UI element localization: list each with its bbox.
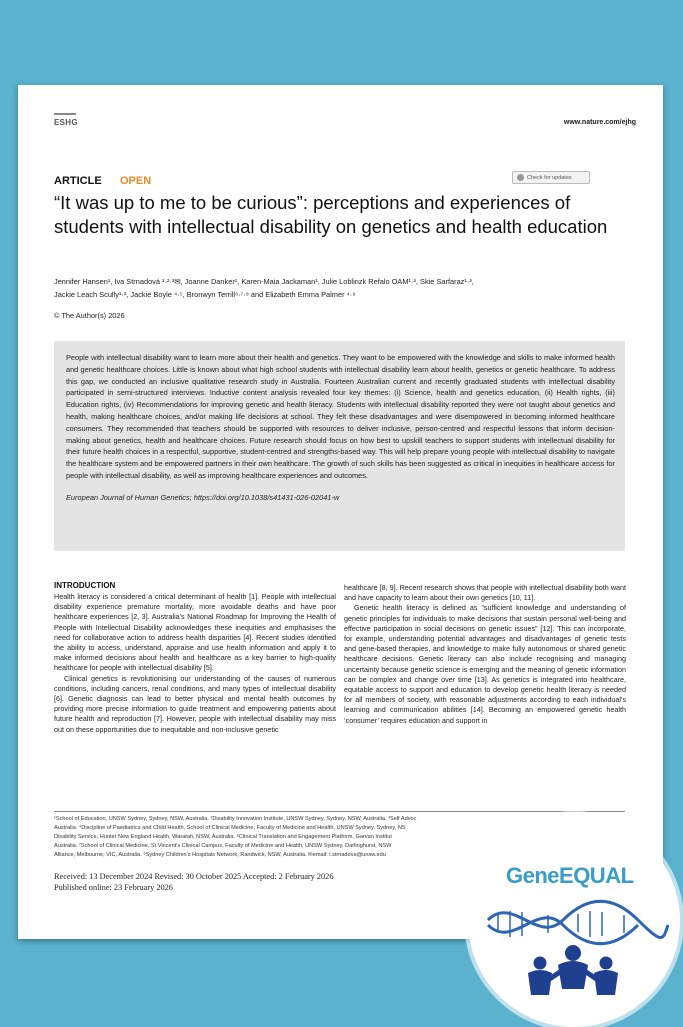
geneequal-badge	[468, 815, 680, 1027]
received-dates: Received: 13 December 2024 Revised: 30 October 2025 Accepted: 2 February 2026	[54, 872, 334, 881]
copyright: © The Author(s) 2026	[54, 311, 125, 320]
paragraph: Genetic health literacy is defined as “sufficient knowledge and understanding of genetic principles for individuals to make decisions that sustain personal well-being and effective participation in social decisions on genetic issues” [12]. This can incorporate, for example, understanding potential advantages and disadvantages of genetic tests and gene-based therapies, and knowledge to make fully autonomous or shared genetic healthcare decisions. Genetic literacy can also include recognising and managing uncertainty because genetic science is emerging and the meaning of genetic information can be complex and change over time [13]. As genetics is integrated into healthcare, equitable access to support and education to develop genetic health literacy is needed for all members of society, with reasonable adjustments according to each individual's learning and communication abilities [14]. Becoming an empowered genetic health ‘consumer’ requires education and support in	[344, 603, 626, 725]
geneequal-logo-text: GeneEQUAL	[506, 863, 634, 888]
article-type: ARTICLE	[54, 175, 102, 187]
journal-url[interactable]: www.nature.com/ejhg	[563, 119, 636, 126]
abstract-text: People with intellectual disability want to learn more about their health and genetics. They want to be empowered with the knowledge and skills to make informed health and genetic healthcare choices. Little is known about what high school students with intellectual disability learn about health, genetics or genetic healthcare. To address this gap, we conducted an inclusive qualitative research study in Australia. Fourteen Australian current and recently graduated students with intellectual disability participated in semi-structured interviews. Inductive content analysis revealed four key themes: (i) Science, health and genetics education, (ii) Health rights, (iii) Education rights, (iv) Recommendations for improving genetic and health literacy. Students with intellectual disability reported they were not taught about genetics and health, making healthcare choices, and/or making life decisions at school. They felt these disadvantages and were disempowered in becoming informed healthcare consumers. They recommended that teachers should be supported with resources to deliver inclusive, person-centred and respectful lessons that inform decision-making about genetics, health and healthcare choices. Future research should focus on how best to upskill teachers to support students with intellectual disability for their future health choices in a respectful, supportive, student-centred and strengths-based way. This will help prepare young people with intellectual disability to navigate the healthcare system and be empowered partners in their own healthcare. The growth of such skills has been suggested as critical in inequities in healthcare access for people with intellectual disability, as well as improving healthcare experiences and outcomes.	[66, 353, 615, 480]
published-date: Published online: 23 February 2026	[54, 883, 173, 892]
paragraph: Health literacy is considered a critical determinant of health [1]. People with intellectual disability experience premature mortality, more avoidable deaths and have poor healthcare experiences [2, 3]. Australia's National Roadmap for Improving the Health of People with Intellectual Disability acknowledges these inequities and emphasises the need for collaborative action to address health disparities [4]. Recent studies identified the ability to access, understand, appraise and use health information and apply it to make informed decisions about health and healthcare as a key barrier to high-quality healthcare for people with intellectual disability [5].	[54, 592, 336, 673]
right-column	[344, 583, 626, 726]
open-access-label: OPEN	[120, 175, 152, 187]
left-column	[54, 592, 336, 735]
author-line: Jackie Leach Scully¹·², Jackie Boyle ⁴·⁵, Bronwyn Terrill⁶·⁷·⁸ and Elizabeth Emma Palmer ⁴·⁹	[54, 290, 356, 299]
check-updates-button[interactable]	[512, 171, 590, 184]
abstract-box	[54, 341, 625, 551]
article-page	[18, 85, 663, 939]
people-group-icon	[518, 943, 628, 1003]
affiliation-line: ¹School of Education, UNSW Sydney, Sydney, NSW, Australia. ²Disability Innovation Institute, UNSW Sydney, Sydney, NSW, Australia. ³Self Advoc	[54, 816, 417, 822]
update-icon	[517, 174, 524, 181]
eshg-logo: ESHG	[54, 118, 78, 127]
affiliation-line: Disability Service, Hunter New England Health, Waratah, NSW, Australia. ⁶Clinical Translation and Engagement Platform, Garvan Institut	[54, 834, 392, 840]
check-updates-label: Check for updates	[527, 174, 572, 181]
paragraph: healthcare [8, 9]. Recent research shows that people with intellectual disability both want and have capacity to learn about their own genetics [10, 11].	[344, 583, 626, 603]
author-list	[54, 275, 634, 301]
affiliation-line: Alliance, Melbourne, VIC, Australia. ⁹Sydney Children's Hospitals Network, Randwick, NSW, Australia. ✉email: i.strnadova@unsw.edu	[54, 852, 386, 858]
article-title: “It was up to me to be curious”: perceptions and experiences of students with intellectual disability on genetics and health education	[54, 192, 608, 237]
section-heading: INTRODUCTION	[54, 581, 116, 590]
affiliation-line: Australia. ⁷School of Clinical Medicine, St Vincent's Clinical Campus, Faculty of Medicine and Health, UNSW Sydney, Darlinghurst, NSW	[54, 843, 392, 849]
affiliation-line: Australia. ⁴Discipline of Paediatrics and Child Health, School of Clinical Medicine, Faculty of Medicine and Health, UNSW Sydney, Sydney, NS	[54, 825, 406, 831]
paragraph: Clinical genetics is revolutionising our understanding of the causes of numerous conditions, including cancers, renal conditions, and many types of intellectual disability [6]. Genetic diagnosis can lead to better physical and mental health outcomes by providing more precise information to guide treatment and empowering patients about future health and reproduction [7]. However, people with intellectual disability may miss out on these opportunities due to inequitable and non-inclusive genetic	[54, 673, 336, 734]
author-line: Jennifer Hansen¹, Iva Strnadová ¹·²·³✉, Joanne Danker¹, Karen-Maia Jackaman¹, Julie Loblinzk Refalo OAM¹·³, Skie Sarfaraz¹·³,	[54, 277, 474, 286]
doi-citation[interactable]: European Journal of Human Genetics; https://doi.org/10.1038/s41431-026-02041-w	[66, 492, 340, 502]
footnote-divider	[54, 811, 625, 812]
